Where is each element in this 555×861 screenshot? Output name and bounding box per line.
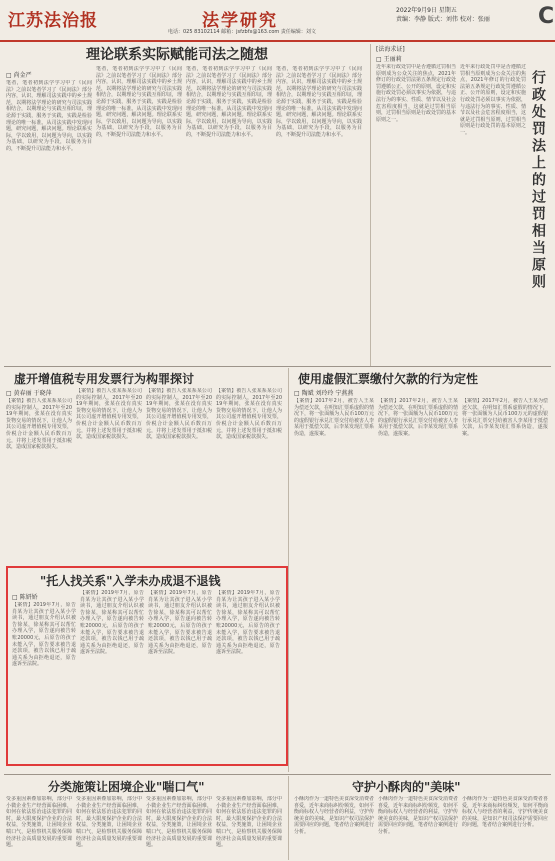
article-5-col-4: 【案情】2019年7月，原告肖某为让其孩子进入某小学读书，通过朋友介绍认识被告徐某，徐某称其可以帮忙办理入学，原告遂向被告转账20000元，后原告的孩子未能入学，原告要求被告退还款项，被告以钱已用于疏通关系为由拒绝退还，原告遂诉至法院。 [216, 590, 280, 656]
article-2-vertical-title: 行政处罚法上的过罚相当原则 [530, 70, 546, 291]
article-6-title: 分类施策让困境企业"喘口气" [48, 780, 205, 794]
article-5-col-2: 【案情】2019年7月，原告肖某为让其孩子进入某小学读书，通过朋友介绍认识被告徐某，徐某称其可以帮忙办理入学，原告遂向被告转账20000元，后原告的孩子未能入学，原告要求被告退还款项，被告以钱已用于疏通关系为由拒绝退还，原告遂诉至法院。 [80, 590, 144, 656]
editor-line: 责编：李静 版式：刘伟 校对：张丽 [396, 16, 490, 23]
article-2-byline: □ 王丽莉 [376, 56, 402, 63]
article-3-title: 虚开增值税专用发票行为构罪探讨 [14, 372, 195, 386]
article-2-tag: [法海求证] [376, 46, 405, 53]
article-2-col-2: 近年来行政处罚中是否遵循过罚相当原则成为公众关注的焦点，2021年修订的行政处罚法第五条规定行政处罚遵循公正、公开的原则，设定和实施行政处罚必须以事实为依据，与违法行为的事实、性质、情节以及社会危害程度相当，这就是过罚相当原则，过罚相当原则是行政处罚的基本原则之一。 [460, 64, 526, 136]
article-4-byline: □ 陶斌 刘玲玲 宁燕燕 [294, 390, 354, 397]
newspaper-logo: 江苏法治报 [8, 11, 98, 31]
article-5-col-1: 【案情】2019年7月，原告肖某为让其孩子进入某小学读书，通过朋友介绍认识被告徐某，徐某称其可以帮忙办理入学，原告遂向被告转账20000元，后原告的孩子未能入学，原告要求被告退还款项，被告以钱已用于疏通关系为由拒绝退还，原告遂诉至法院。 [12, 602, 76, 668]
article-1-byline: □ 尚金严 [6, 72, 32, 79]
page-letter: C [538, 4, 555, 29]
article-5-byline: □ 陈妍娇 [12, 594, 38, 601]
article-3-col-3: 【案情】被告人张某系某公司的实际控制人，2017年至2019年期间，张某在没有真实货物交易的情况下，让他人为其公司虚开增值税专用发票，价税合计金额人民币数百万元，并将上述发票用于抵扣税款，造成国家税款损失。 [146, 388, 212, 441]
article-1-col-2: 笔者，笔者初到法学学习中了《民间法》之前以笔者学习了《民间法》部分内容，认识，理解司法实践中的乡土规范，以期将法学理论的研究与司法实践相结合，以期理论与实践互相印证，理论源于实践，服务于实践，实践是检验理论的唯一标准。从司法实践中发现问题，研究问题，解决问题。理论联系实际，学以致用，以问题为导向，以实践为基础，以研究为手段，以服务为目的，不断提升司法能力和水平。 [96, 66, 182, 138]
article-3-col-1: 【案情】被告人张某系某公司的实际控制人，2017年至2019年期间，张某在没有真实货物交易的情况下，让他人为其公司虚开增值税专用发票，价税合计金额人民币数百万元，并将上述发票用于抵扣税款，造成国家税款损失。 [6, 398, 72, 451]
article-1-title: 理论联系实际赋能司法之随想 [86, 47, 268, 63]
article-6-col-1: 受多重因素叠加影响，部分中小微企业生产经营面临困难，如何在依法惩治违法犯罪的同时，最大限度保护企业的合法权益，分类施策，让困境企业喘口气，是检察机关服务保障经济社会高质量发展的重要课题。 [6, 796, 72, 849]
article-1-col-3: 笔者，笔者初到法学学习中了《民间法》之前以笔者学习了《民间法》部分内容，认识，理解司法实践中的乡土规范，以期将法学理论的研究与司法实践相结合，以期理论与实践互相印证，理论源于实践，服务于实践，实践是检验理论的唯一标准。从司法实践中发现问题，研究问题，解决问题。理论联系实际，学以致用，以问题为导向，以实践为基础，以研究为手段，以服务为目的，不断提升司法能力和水平。 [186, 66, 272, 138]
article-2-col-1: 近年来行政处罚中是否遵循过罚相当原则成为公众关注的焦点，2021年修订的行政处罚法第五条规定行政处罚遵循公正、公开的原则，设定和实施行政处罚必须以事实为依据，与违法行为的事实、性质、情节以及社会危害程度相当，这就是过罚相当原则，过罚相当原则是行政处罚的基本原则之一。 [376, 64, 456, 123]
article-4-col-1: 【案情】2017年2月，被告人王某为偿还欠款，在明知汇票系虚假的情况下，将一张面额为人民币100万元的虚假银行承兑汇票交付给被害人李某用于抵偿欠款，后李某发现汇票系伪造，遂报案。 [294, 398, 374, 437]
article-3-col-4: 【案情】被告人张某系某公司的实际控制人，2017年至2019年期间，张某在没有真实货物交易的情况下，让他人为其公司虚开增值税专用发票，价税合计金额人民币数百万元，并将上述发票用于抵扣税款，造成国家税款损失。 [216, 388, 282, 441]
article-3-col-2: 【案情】被告人张某系某公司的实际控制人，2017年至2019年期间，张某在没有真实货物交易的情况下，让他人为其公司虚开增值税专用发票，价税合计金额人民币数百万元，并将上述发票用于抵扣税款，造成国家税款损失。 [76, 388, 142, 441]
article-3-byline: □ 黄春丽 于晓萍 [6, 390, 52, 397]
masthead-date [396, 6, 536, 24]
masthead-contact: 电话：025 83102114 邮箱：jsfzbfx@163.com 责任编辑：刘文 [168, 29, 316, 35]
article-6-col-4: 受多重因素叠加影响，部分中小微企业生产经营面临困难，如何在依法惩治违法犯罪的同时，最大限度保护企业的合法权益，分类施策，让困境企业喘口气，是检察机关服务保障经济社会高质量发展的重要课题。 [216, 796, 282, 849]
article-7-title: 守护小酥肉的"美味" [352, 780, 461, 794]
issue-date: 2022年9月9日 星期五 [396, 7, 457, 14]
article-4-col-2: 【案情】2017年2月，被告人王某为偿还欠款，在明知汇票系虚假的情况下，将一张面额为人民币100万元的虚假银行承兑汇票交付给被害人李某用于抵偿欠款，后李某发现汇票系伪造，遂报案。 [378, 398, 458, 437]
article-4-title: 使用虚假汇票缴付欠款的行为定性 [298, 372, 479, 386]
article-4-col-3: 【案情】2017年2月，被告人王某为偿还欠款，在明知汇票系虚假的情况下，将一张面额为人民币100万元的虚假银行承兑汇票交付给被害人李某用于抵偿欠款，后李某发现汇票系伪造，遂报案。 [462, 398, 548, 437]
article-7-col-3: 小酥肉作为一道特色美食深受消费者喜爱，近年来商标纠纷频发，如何平衡商标权人与经营者的利益，守护传统美食的美味，是知识产权司法保护需要回应的问题，笔者结合案例进行分析。 [462, 796, 548, 829]
article-5-col-3: 【案情】2019年7月，原告肖某为让其孩子进入某小学读书，通过朋友介绍认识被告徐某，徐某称其可以帮忙办理入学，原告遂向被告转账20000元，后原告的孩子未能入学，原告要求被告退还款项，被告以钱已用于疏通关系为由拒绝退还，原告遂诉至法院。 [148, 590, 212, 656]
article-6-col-3: 受多重因素叠加影响，部分中小微企业生产经营面临困难，如何在依法惩治违法犯罪的同时，最大限度保护企业的合法权益，分类施策，让困境企业喘口气，是检察机关服务保障经济社会高质量发展的重要课题。 [146, 796, 212, 849]
section-title: 法学研究 [202, 11, 278, 31]
article-7-col-2: 小酥肉作为一道特色美食深受消费者喜爱，近年来商标纠纷频发，如何平衡商标权人与经营者的利益，守护传统美食的美味，是知识产权司法保护需要回应的问题，笔者结合案例进行分析。 [378, 796, 458, 835]
article-1-col-4: 笔者，笔者初到法学学习中了《民间法》之前以笔者学习了《民间法》部分内容，认识，理解司法实践中的乡土规范，以期将法学理论的研究与司法实践相结合，以期理论与实践互相印证，理论源于实践，服务于实践，实践是检验理论的唯一标准。从司法实践中发现问题，研究问题，解决问题。理论联系实际，学以致用，以问题为导向，以实践为基础，以研究为手段，以服务为目的，不断提升司法能力和水平。 [276, 66, 362, 138]
article-7-col-1: 小酥肉作为一道特色美食深受消费者喜爱，近年来商标纠纷频发，如何平衡商标权人与经营者的利益，守护传统美食的美味，是知识产权司法保护需要回应的问题，笔者结合案例进行分析。 [294, 796, 374, 835]
article-1-col-1: 笔者，笔者初到法学学习中了《民间法》之前以笔者学习了《民间法》部分内容，认识，理解司法实践中的乡土规范，以期将法学理论的研究与司法实践相结合，以期理论与实践互相印证，理论源于实践，服务于实践，实践是检验理论的唯一标准。从司法实践中发现问题，研究问题，解决问题。理论联系实际，学以致用，以问题为导向，以实践为基础，以研究为手段，以服务为目的，不断提升司法能力和水平。 [6, 80, 92, 152]
article-5-title: "托人找关系"入学未办成退不退钱 [40, 574, 221, 588]
article-6-col-2: 受多重因素叠加影响，部分中小微企业生产经营面临困难，如何在依法惩治违法犯罪的同时，最大限度保护企业的合法权益，分类施策，让困境企业喘口气，是检察机关服务保障经济社会高质量发展的重要课题。 [76, 796, 142, 849]
